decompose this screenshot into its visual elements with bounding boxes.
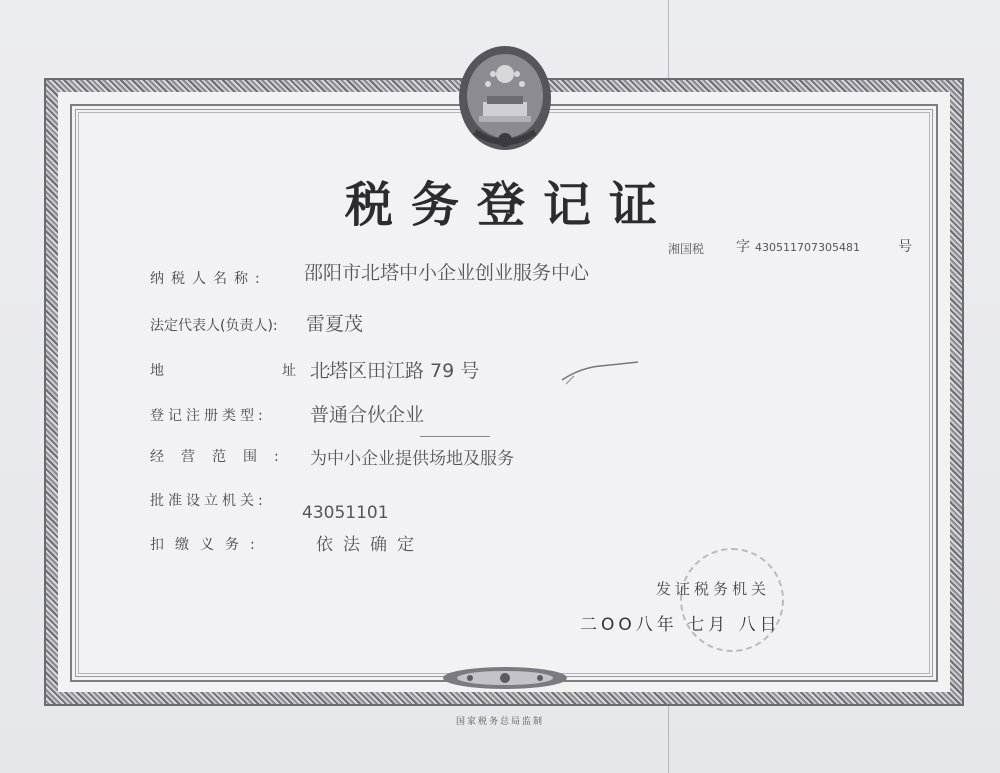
national-emblem-icon [455, 40, 555, 158]
field-value-taxpayer-name: 邵阳市北塔中小企业创业服务中心 [304, 262, 590, 284]
field-label-approval-authority: 批准设立机关: [150, 493, 267, 509]
certificate-title: 税务登记证 [344, 177, 675, 233]
field-label-withholding-obligation: 扣缴义务: [150, 537, 266, 553]
pen-mark [420, 436, 490, 437]
issuing-authority: 发证税务机关 [656, 580, 771, 598]
field-value-withholding-obligation: 依法确定 [316, 535, 424, 555]
field-label-taxpayer-name: 纳税人名称: [150, 271, 267, 287]
tax-registration-number: 430511707305481 [755, 241, 860, 254]
faint-official-seal [680, 548, 784, 652]
field-label-legal-representative: 法定代表人(负责人): [150, 318, 278, 334]
field-value-approval-authority: 43051101 [302, 503, 389, 523]
field-label-address: 地 址: [150, 363, 361, 379]
field-value-address: 北塔区田江路 79 号 [310, 360, 480, 382]
field-value-business-scope: 为中小企业提供场地及服务 [310, 449, 514, 469]
field-value-legal-representative: 雷夏茂 [306, 313, 364, 335]
field-label-business-scope: 经营范围: [150, 449, 296, 465]
field-label-registration-type: 登记注册类型: [150, 408, 267, 424]
field-value-registration-type: 普通合伙企业 [310, 404, 425, 426]
tax-zi-label: 字 [736, 239, 750, 255]
ink-scribble [560, 358, 640, 388]
tax-hao-label: 号 [898, 239, 912, 255]
issue-date: 二OO八年 七月 八日 [580, 615, 781, 635]
tax-bureau-prefix: 湘国税 [668, 242, 705, 256]
footer-supervision: 国家税务总局监制 [455, 717, 544, 727]
bottom-ornament-icon [440, 664, 570, 692]
